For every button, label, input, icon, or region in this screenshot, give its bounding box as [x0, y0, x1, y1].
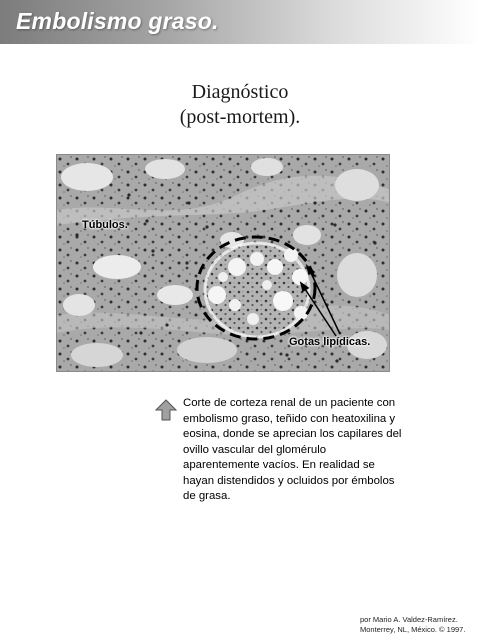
label-gotas-lipidicas: Gotas lipídicas.	[289, 336, 371, 348]
slide-title-line1: Diagnóstico	[191, 81, 289, 103]
author-credit	[360, 615, 475, 635]
credit-line2: Monterrey, NL, México. © 1997.	[360, 625, 466, 634]
label-tubulos: Túbulos.	[82, 219, 128, 231]
header-title: Embolismo graso.	[16, 8, 219, 34]
slide-title-line2: (post-mortem).	[179, 106, 301, 128]
credit-line1: por Mario A. Valdez-Ramírez.	[360, 615, 458, 624]
up-arrow-icon	[155, 399, 177, 421]
header-bar	[0, 0, 480, 44]
slide-title	[0, 80, 480, 130]
caption-text: Corte de corteza renal de un paciente con embolismo graso, teñido con heatoxilina y eosina, donde se aprecian los capilares del ovillo vascular del glomérulo aparentemente vacíos. En realidad se hayan distendidos y ocluidos por émbolos de grasa.	[183, 397, 402, 502]
